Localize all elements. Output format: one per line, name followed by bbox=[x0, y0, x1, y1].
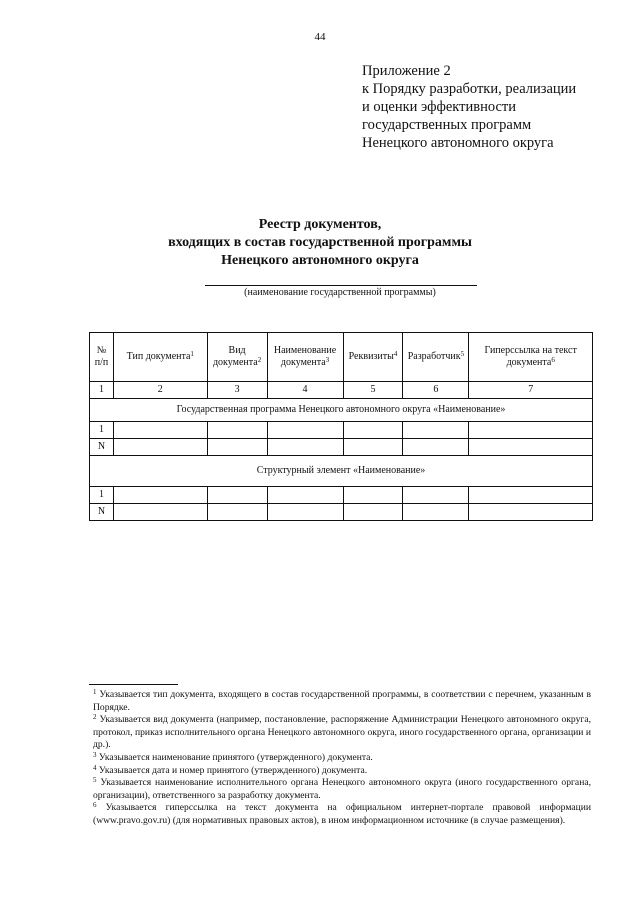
section-row bbox=[90, 456, 593, 487]
page-number: 44 bbox=[314, 31, 326, 43]
header-num: № п/п bbox=[90, 333, 114, 382]
header-requisites: Реквизиты$^4$ bbox=[343, 333, 403, 382]
appendix-line: Ненецкого автономного округа bbox=[362, 135, 554, 151]
appendix-line: государственных программ bbox=[362, 117, 532, 133]
footnote: $^3$ Указывается наименование принятого (утвержденного) документа. bbox=[93, 750, 373, 763]
appendix-line: и оценки эффективности bbox=[362, 99, 516, 115]
appendix-line: к Порядку разработки, реализации bbox=[362, 81, 577, 97]
row-number: N bbox=[90, 439, 114, 456]
column-number: 1 bbox=[90, 382, 114, 399]
table-row bbox=[90, 487, 593, 504]
header-doc-name: Наименование документа$^3$ bbox=[267, 333, 343, 382]
footnote: $^4$ Указывается дата и номер принятого (утвержденного) документа. bbox=[93, 763, 368, 776]
column-number: 4 bbox=[267, 382, 343, 399]
footnote-separator bbox=[89, 684, 178, 685]
table-header-row bbox=[90, 333, 593, 382]
column-number: 6 bbox=[403, 382, 469, 399]
title-line: Реестр документов, bbox=[258, 217, 382, 232]
title-line: Ненецкого автономного округа bbox=[221, 253, 419, 268]
row-number: 1 bbox=[90, 487, 114, 504]
program-name-caption: (наименование государственной программы) bbox=[244, 287, 436, 298]
registry-table bbox=[89, 332, 593, 521]
footnote: $^2$ Указывается вид документа (например, постановление, распоряжение Администрации Ненецкого автономного округа, протокол, приказ исполнительного органа Ненецкого автономного округа, иного государственного органа, организации и др.). bbox=[93, 713, 591, 751]
column-number: 5 bbox=[343, 382, 403, 399]
header-doc-kind: Вид документа$^2$ bbox=[207, 333, 267, 382]
appendix-line: Приложение 2 bbox=[362, 63, 451, 79]
document-title bbox=[0, 216, 640, 270]
header-hyperlink: Гиперссылка на текст документа$^6$ bbox=[469, 333, 593, 382]
footnote: $^5$ Указывается наименование исполнительного органа Ненецкого автономного округа (иного государственного органа, организации), ответственного за разработку документа. bbox=[93, 776, 591, 801]
column-number: 7 bbox=[469, 382, 593, 399]
appendix-block bbox=[362, 62, 576, 152]
header-developer: Разработчик$^5$ bbox=[403, 333, 469, 382]
section-title-structural: Структурный элемент «Наименование» bbox=[90, 456, 593, 487]
header-doc-type: Тип документа$^1$ bbox=[113, 333, 207, 382]
table-row bbox=[90, 422, 593, 439]
title-line: входящих в состав государственной программы bbox=[168, 235, 472, 250]
column-number: 2 bbox=[113, 382, 207, 399]
table-row bbox=[90, 439, 593, 456]
footnote: $^6$ Указывается гиперссылка на текст документа на официальном интернет-портале правовой информации (www.pravo.gov.ru) (для нормативных правовых актов), в ином информационном источнике (в случае размещения). bbox=[93, 801, 591, 826]
footnote: $^1$ Указывается тип документа, входящего в состав государственной программы, в соответствии с перечнем, указанным в Порядке. bbox=[93, 688, 591, 713]
column-number-row bbox=[90, 382, 593, 399]
section-title-program: Государственная программа Ненецкого автономного округа «Наименование» bbox=[90, 399, 593, 422]
row-number: 1 bbox=[90, 422, 114, 439]
footnotes bbox=[93, 689, 591, 828]
section-row bbox=[90, 399, 593, 422]
column-number: 3 bbox=[207, 382, 267, 399]
program-name-underline bbox=[205, 285, 477, 286]
table-row bbox=[90, 504, 593, 521]
row-number: N bbox=[90, 504, 114, 521]
